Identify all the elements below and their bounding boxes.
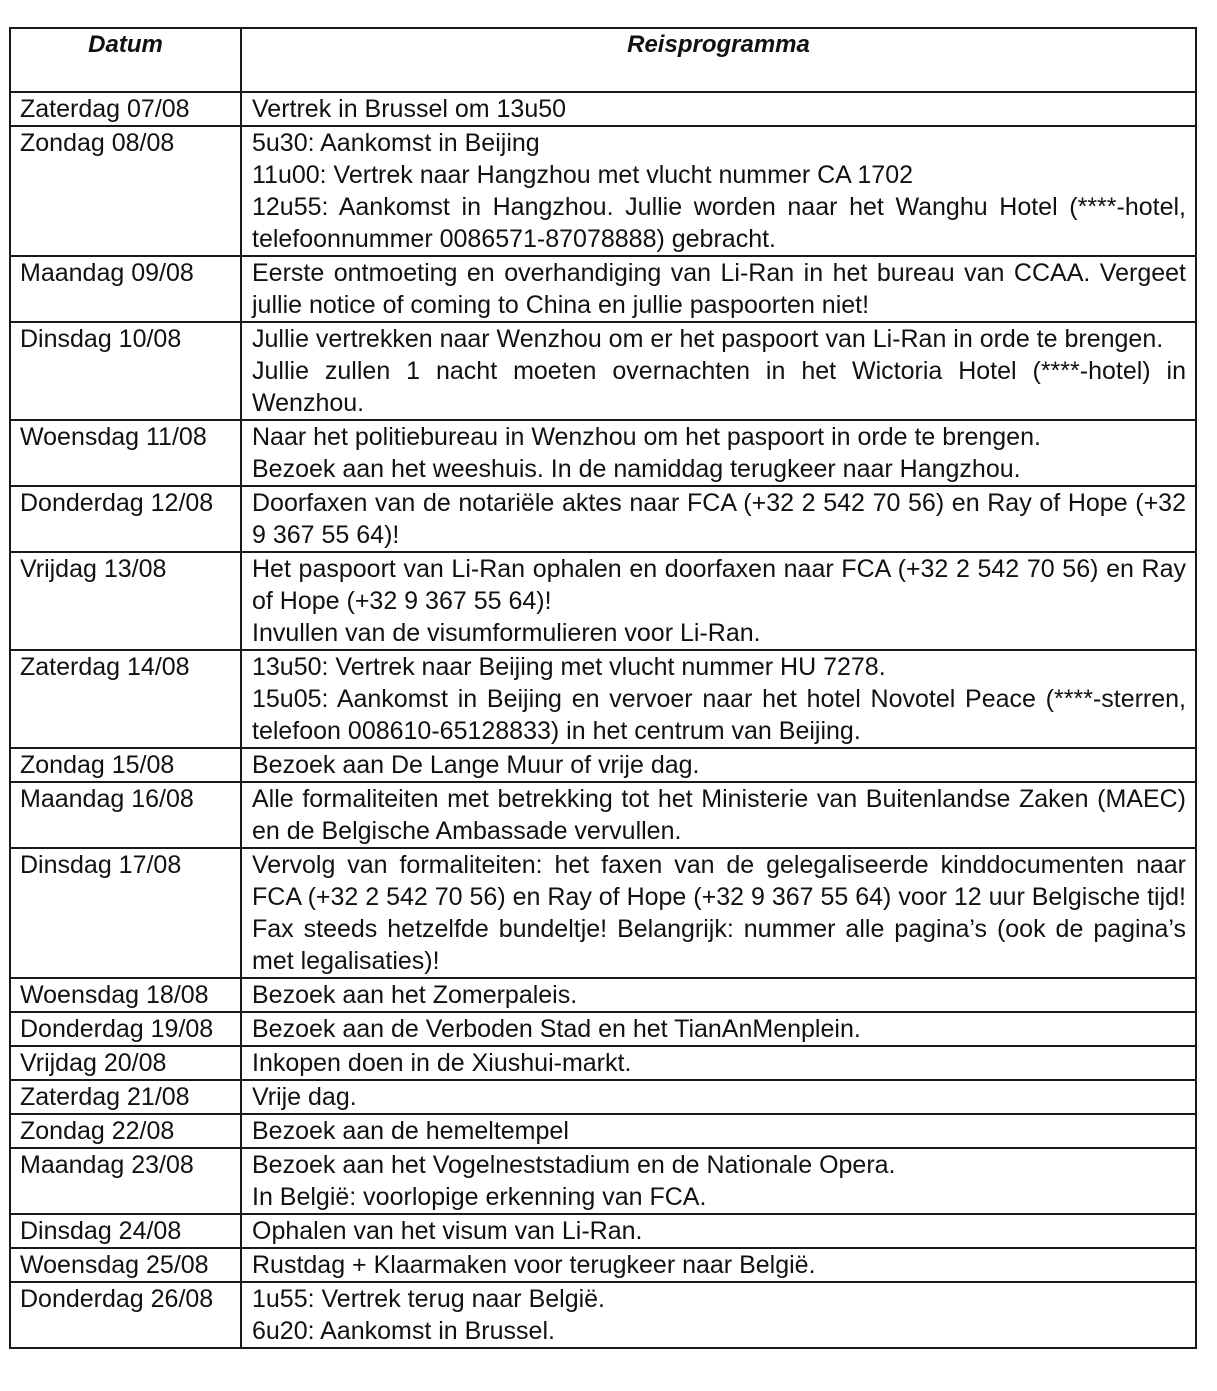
date-cell: Zondag 08/08 bbox=[10, 126, 241, 256]
date-cell: Dinsdag 17/08 bbox=[10, 848, 241, 978]
date-cell: Maandag 16/08 bbox=[10, 782, 241, 848]
program-line: Rustdag + Klaarmaken voor terugkeer naar België. bbox=[252, 1251, 816, 1279]
table-row bbox=[10, 420, 1196, 486]
program-line: Invullen van de visumformulieren voor Li-Ran. bbox=[252, 619, 761, 647]
table-row bbox=[10, 322, 1196, 420]
date-cell: Vrijdag 20/08 bbox=[10, 1046, 241, 1080]
program-line: Jullie vertrekken naar Wenzhou om er het paspoort van Li-Ran in orde te brengen. bbox=[252, 325, 1164, 353]
table-row bbox=[10, 256, 1196, 322]
table-row bbox=[10, 650, 1196, 748]
program-line: Bezoek aan De Lange Muur of vrije dag. bbox=[252, 751, 700, 779]
schedule-table bbox=[9, 27, 1197, 1349]
program-cell bbox=[241, 486, 1196, 552]
date-cell: Donderdag 26/08 bbox=[10, 1282, 241, 1348]
table-row bbox=[10, 1282, 1196, 1348]
program-line: Bezoek aan de Verboden Stad en het TianAnMenplein. bbox=[252, 1015, 861, 1043]
date-cell: Maandag 23/08 bbox=[10, 1148, 241, 1214]
header-row bbox=[10, 28, 1196, 92]
program-line: Vervolg van formaliteiten: het faxen van de gelegaliseerde kinddocumenten naar FCA (+32 2 542 70 56) en Ray of Hope (+32 9 367 55 64) voor 12 uur Belgische tijd! Fax steeds hetzelfde bundeltje! Belangrijk: nummer alle pagina’s (ook de pagina’s met legalisaties)! bbox=[252, 851, 1186, 975]
program-line: 5u30: Aankomst in Beijing bbox=[252, 129, 540, 157]
program-cell bbox=[241, 978, 1196, 1012]
date-cell: Zondag 22/08 bbox=[10, 1114, 241, 1148]
program-line: 13u50: Vertrek naar Beijing met vlucht nummer HU 7278. bbox=[252, 653, 886, 681]
program-line: Vrije dag. bbox=[252, 1083, 357, 1111]
program-cell bbox=[241, 848, 1196, 978]
program-line: 15u05: Aankomst in Beijing en vervoer naar het hotel Novotel Peace (****-sterren, telefoon 008610-65128833) in het centrum van Beijing. bbox=[252, 685, 1186, 745]
program-line: Bezoek aan de hemeltempel bbox=[252, 1117, 569, 1145]
date-cell: Zaterdag 07/08 bbox=[10, 92, 241, 126]
program-cell bbox=[241, 256, 1196, 322]
header-program: Reisprogramma bbox=[241, 28, 1196, 92]
program-cell bbox=[241, 322, 1196, 420]
table-row bbox=[10, 486, 1196, 552]
program-line: Inkopen doen in de Xiushui-markt. bbox=[252, 1049, 632, 1077]
date-cell: Vrijdag 13/08 bbox=[10, 552, 241, 650]
program-line: Doorfaxen van de notariële aktes naar FCA (+32 2 542 70 56) en Ray of Hope (+32 9 367 55 64)! bbox=[252, 489, 1186, 549]
table-row bbox=[10, 1046, 1196, 1080]
program-cell bbox=[241, 1148, 1196, 1214]
table-row bbox=[10, 1214, 1196, 1248]
program-cell bbox=[241, 748, 1196, 782]
date-cell: Zaterdag 14/08 bbox=[10, 650, 241, 748]
table-row bbox=[10, 92, 1196, 126]
table-row bbox=[10, 782, 1196, 848]
program-line: Bezoek aan het Vogelneststadium en de Nationale Opera. bbox=[252, 1151, 896, 1179]
date-cell: Dinsdag 10/08 bbox=[10, 322, 241, 420]
program-line: 6u20: Aankomst in Brussel. bbox=[252, 1317, 555, 1345]
table-row bbox=[10, 1148, 1196, 1214]
date-cell: Zondag 15/08 bbox=[10, 748, 241, 782]
program-line: Het paspoort van Li-Ran ophalen en doorfaxen naar FCA (+32 2 542 70 56) en Ray of Hope (+32 9 367 55 64)! bbox=[252, 555, 1186, 615]
program-line: In België: voorlopige erkenning van FCA. bbox=[252, 1183, 707, 1211]
table-row bbox=[10, 1080, 1196, 1114]
program-cell bbox=[241, 126, 1196, 256]
header-date: Datum bbox=[10, 28, 241, 92]
date-cell: Donderdag 19/08 bbox=[10, 1012, 241, 1046]
program-line: Jullie zullen 1 nacht moeten overnachten in het Wictoria Hotel (****-hotel) in Wenzhou. bbox=[252, 357, 1186, 417]
table-row bbox=[10, 126, 1196, 256]
program-line: 12u55: Aankomst in Hangzhou. Jullie worden naar het Wanghu Hotel (****-hotel, telefoonnummer 0086571-87078888) gebracht. bbox=[252, 193, 1186, 253]
program-cell bbox=[241, 1080, 1196, 1114]
table-row bbox=[10, 1114, 1196, 1148]
program-line: 11u00: Vertrek naar Hangzhou met vlucht nummer CA 1702 bbox=[252, 161, 914, 189]
program-cell bbox=[241, 1012, 1196, 1046]
table-row bbox=[10, 1012, 1196, 1046]
program-cell bbox=[241, 92, 1196, 126]
date-cell: Woensdag 25/08 bbox=[10, 1248, 241, 1282]
program-cell bbox=[241, 1214, 1196, 1248]
date-cell: Woensdag 18/08 bbox=[10, 978, 241, 1012]
date-cell: Dinsdag 24/08 bbox=[10, 1214, 241, 1248]
date-cell: Woensdag 11/08 bbox=[10, 420, 241, 486]
program-cell bbox=[241, 1282, 1196, 1348]
program-cell bbox=[241, 1046, 1196, 1080]
program-cell bbox=[241, 1248, 1196, 1282]
program-cell bbox=[241, 650, 1196, 748]
date-cell: Zaterdag 21/08 bbox=[10, 1080, 241, 1114]
table-row bbox=[10, 552, 1196, 650]
table-row bbox=[10, 848, 1196, 978]
program-line: Bezoek aan het Zomerpaleis. bbox=[252, 981, 578, 1009]
program-line: Ophalen van het visum van Li-Ran. bbox=[252, 1217, 643, 1245]
program-cell bbox=[241, 782, 1196, 848]
program-cell bbox=[241, 1114, 1196, 1148]
table-row bbox=[10, 1248, 1196, 1282]
table-row bbox=[10, 978, 1196, 1012]
program-line: Naar het politiebureau in Wenzhou om het paspoort in orde te brengen. bbox=[252, 423, 1041, 451]
program-line: 1u55: Vertrek terug naar België. bbox=[252, 1285, 606, 1313]
date-cell: Donderdag 12/08 bbox=[10, 486, 241, 552]
program-cell bbox=[241, 420, 1196, 486]
program-line: Bezoek aan het weeshuis. In de namiddag terugkeer naar Hangzhou. bbox=[252, 455, 1021, 483]
program-line: Vertrek in Brussel om 13u50 bbox=[252, 95, 567, 123]
program-line: Eerste ontmoeting en overhandiging van Li-Ran in het bureau van CCAA. Vergeet jullie notice of coming to China en jullie paspoorten niet! bbox=[252, 259, 1186, 319]
program-line: Alle formaliteiten met betrekking tot het Ministerie van Buitenlandse Zaken (MAEC) en de Belgische Ambassade vervullen. bbox=[252, 785, 1186, 845]
date-cell: Maandag 09/08 bbox=[10, 256, 241, 322]
table-row bbox=[10, 748, 1196, 782]
schedule-body bbox=[10, 92, 1196, 1348]
program-cell bbox=[241, 552, 1196, 650]
